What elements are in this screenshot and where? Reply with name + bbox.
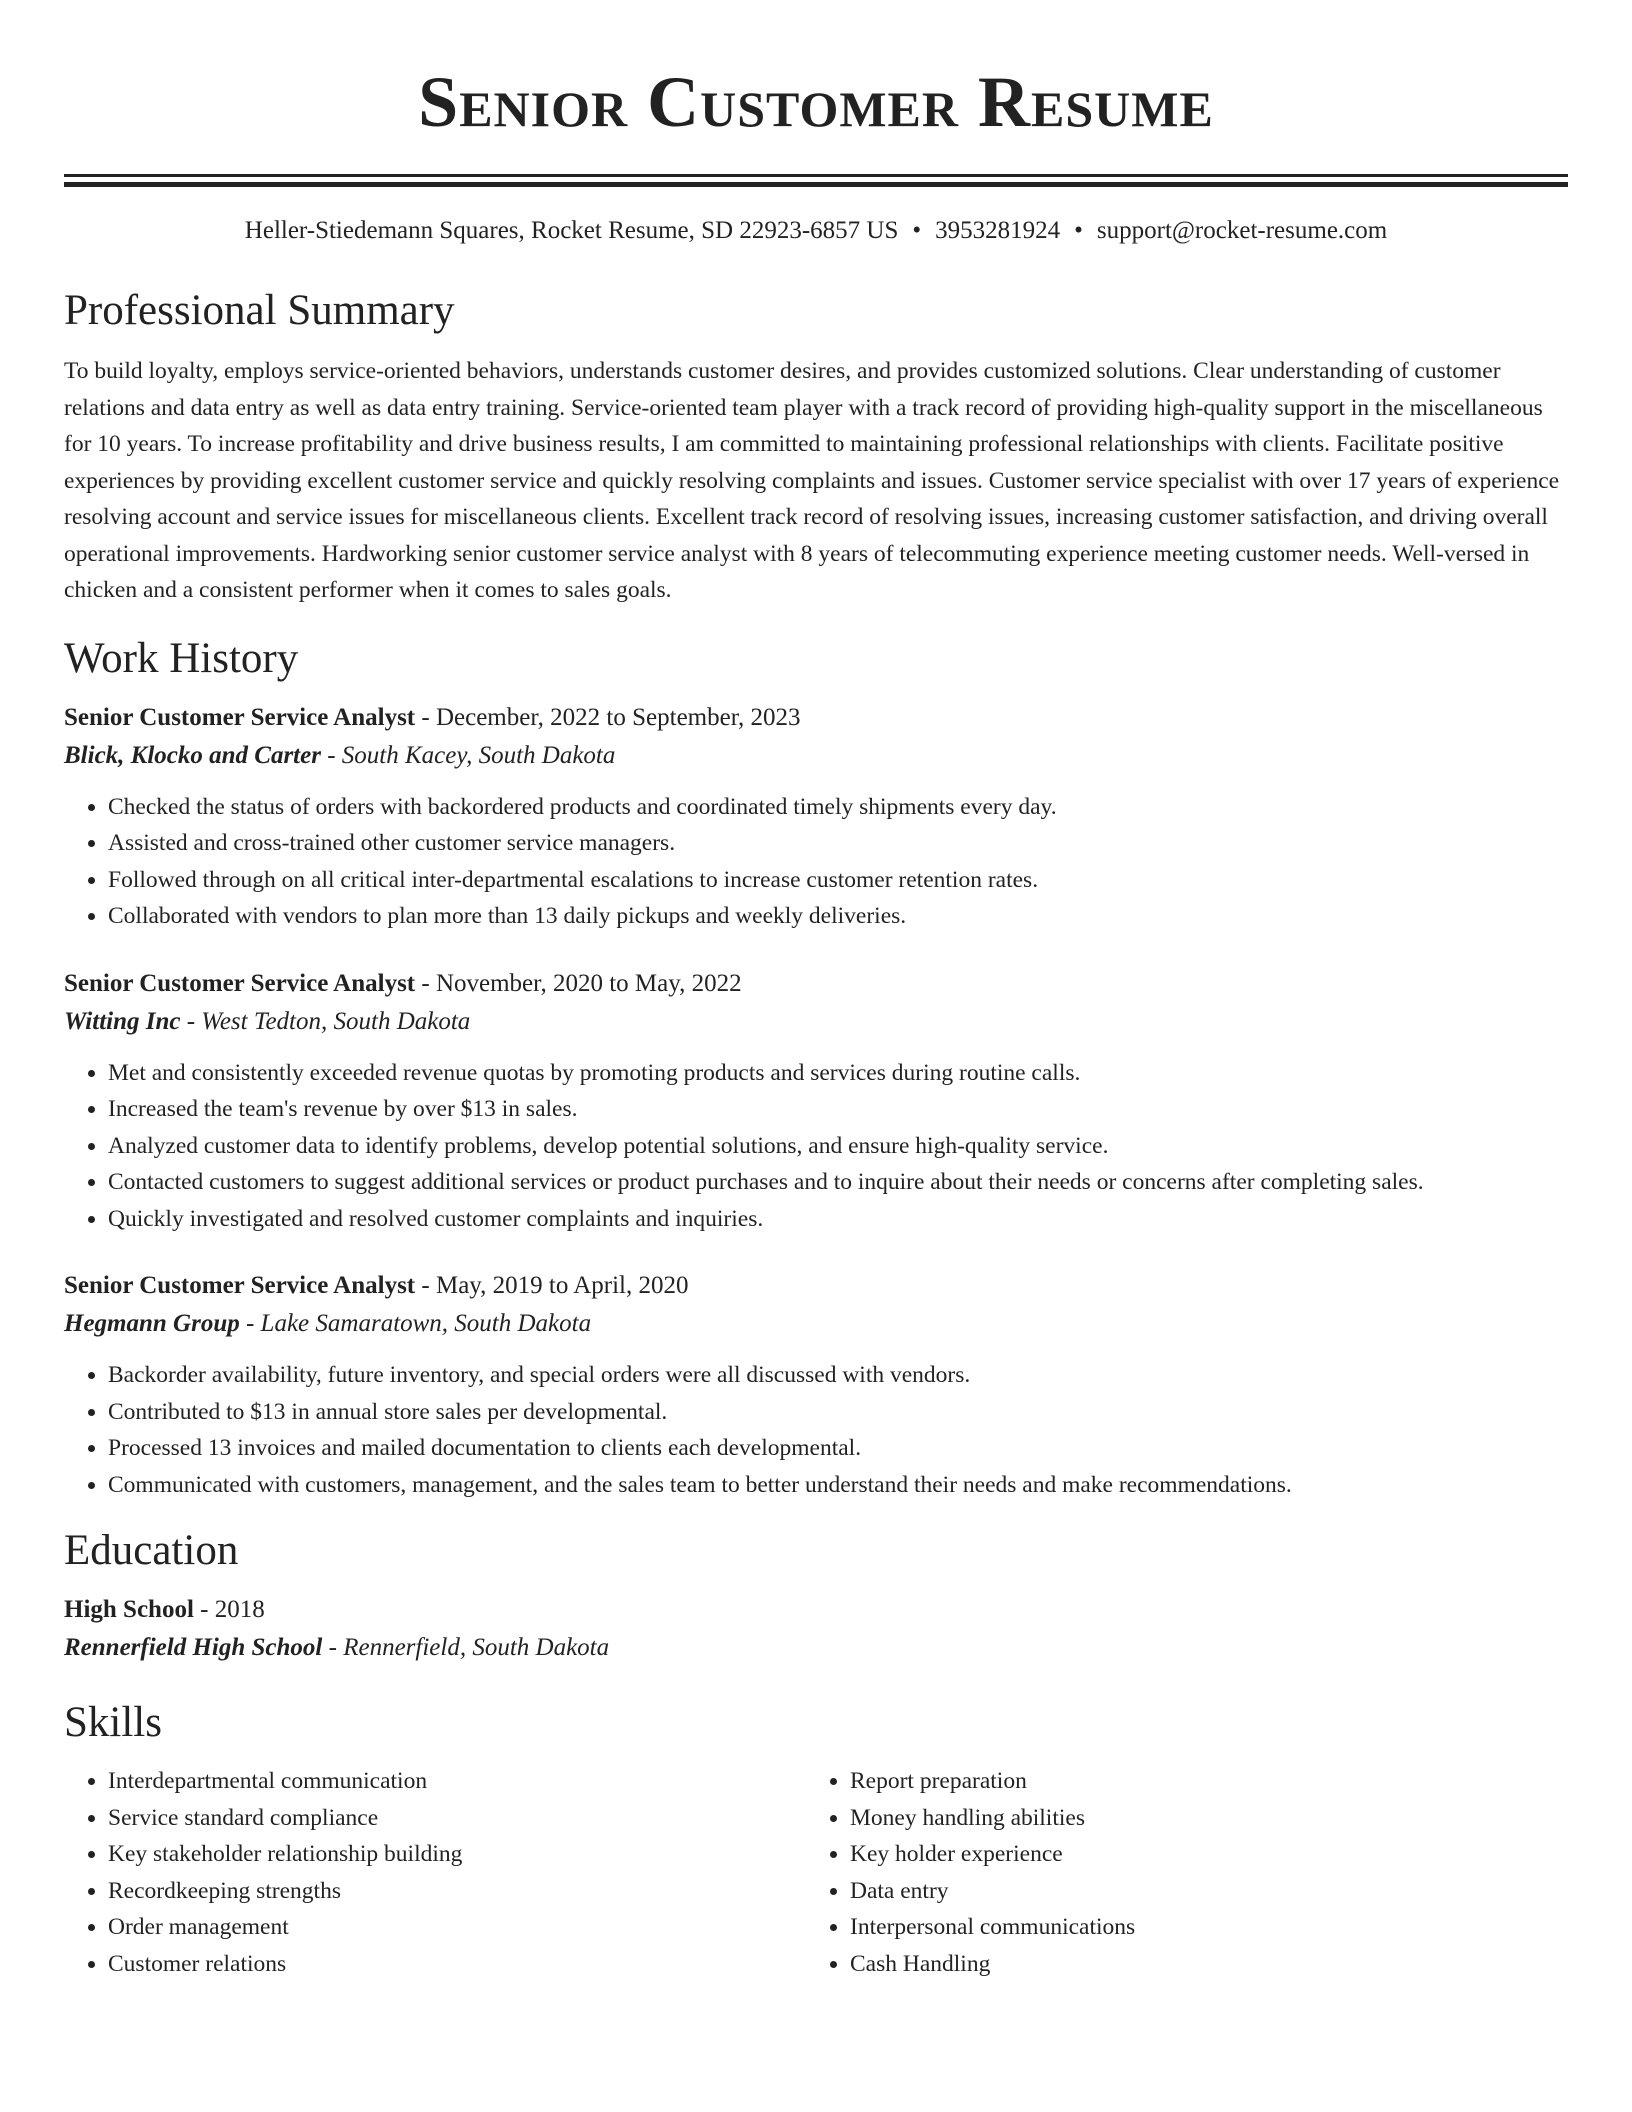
- job-dates: - May, 2019 to April, 2020: [415, 1272, 689, 1299]
- job-entry: [64, 965, 1568, 1238]
- job-title-line: [64, 1267, 1568, 1305]
- work-history-heading: Work History: [64, 634, 299, 682]
- list-item: • Followed through on all critical inter-departmental escalations to increase customer retention rates.: [108, 862, 1568, 899]
- skill-item: • Cash Handling: [850, 1946, 1506, 1983]
- list-item: • Increased the team's revenue by over $13 in sales.: [108, 1091, 1568, 1128]
- skill-item: • Interpersonal communications: [850, 1909, 1506, 1946]
- resume-title: Senior Customer Resume: [418, 62, 1214, 142]
- skill-item: • Report preparation: [850, 1763, 1506, 1800]
- list-item: • Checked the status of orders with backordered products and coordinated timely shipments every day.: [108, 789, 1568, 826]
- skill-item: • Data entry: [850, 1873, 1506, 1910]
- job-location: - Lake Samaratown, South Dakota: [239, 1310, 592, 1337]
- skill-item: • Service standard compliance: [108, 1800, 806, 1837]
- job-title-line: [64, 699, 1568, 737]
- skill-item: • Money handling abilities: [850, 1800, 1506, 1837]
- job-role: Senior Customer Service Analyst: [64, 969, 416, 997]
- job-bullets: [64, 1357, 1568, 1503]
- education-heading: Education: [64, 1527, 239, 1574]
- education-entry: [64, 1591, 1568, 1667]
- skill-item: • Customer relations: [108, 1946, 806, 1983]
- job-company-line: [64, 737, 1568, 775]
- job-entry: [64, 699, 1568, 935]
- list-item: • Backorder availability, future inventory, and special orders were all discussed with vendors.: [108, 1357, 1568, 1394]
- education-degree: High School: [64, 1596, 194, 1623]
- skill-item: • Recordkeeping strengths: [108, 1873, 806, 1910]
- job-title-line: [64, 965, 1568, 1003]
- skill-item: • Key holder experience: [850, 1836, 1506, 1873]
- skills-list-left: [64, 1763, 806, 1982]
- job-company-line: [64, 1305, 1568, 1343]
- skill-item: • Interdepartmental communication: [108, 1763, 806, 1800]
- skills-column-right: [806, 1763, 1506, 1982]
- list-item: • Communicated with customers, management, and the sales team to better understand their needs and make recommendations.: [108, 1467, 1568, 1504]
- list-item: • Analyzed customer data to identify problems, develop potential solutions, and ensure high-quality service.: [108, 1128, 1568, 1165]
- job-role: Senior Customer Service Analyst: [64, 703, 416, 731]
- job-bullets: [64, 1055, 1568, 1238]
- list-item: • Quickly investigated and resolved customer complaints and inquiries.: [108, 1201, 1568, 1238]
- list-item: • Contacted customers to suggest additional services or product purchases and to inquire about their needs or concerns after completing sales.: [108, 1164, 1568, 1201]
- skills-columns: [64, 1763, 1568, 1982]
- contact-separator: •: [1074, 217, 1083, 244]
- job-location: - West Tedton, South Dakota: [180, 1007, 471, 1035]
- job-role: Senior Customer Service Analyst: [64, 1272, 416, 1299]
- skills-column-left: [64, 1763, 806, 1982]
- education-school: Rennerfield High School: [64, 1634, 323, 1661]
- job-bullets: [64, 789, 1568, 935]
- skills-list-right: [806, 1763, 1506, 1982]
- education-location: - Rennerfield, South Dakota: [322, 1634, 610, 1661]
- job-company-line: [64, 1003, 1568, 1041]
- job-dates: - November, 2020 to May, 2022: [415, 969, 742, 997]
- skill-item: • Order management: [108, 1909, 806, 1946]
- list-item: • Processed 13 invoices and mailed documentation to clients each developmental.: [108, 1430, 1568, 1467]
- list-item: • Contributed to $13 in annual store sales per developmental.: [108, 1394, 1568, 1431]
- education-year: - 2018: [193, 1596, 265, 1623]
- job-company: Witting Inc: [64, 1007, 181, 1035]
- title-divider: [64, 174, 1568, 177]
- list-item: • Met and consistently exceeded revenue quotas by promoting products and services during routine calls.: [108, 1055, 1568, 1092]
- summary-heading: Professional Summary: [64, 287, 455, 334]
- skill-item: • Key stakeholder relationship building: [108, 1836, 806, 1873]
- job-entry: [64, 1267, 1568, 1503]
- job-company: Hegmann Group: [64, 1310, 240, 1337]
- contact-separator: •: [912, 217, 922, 244]
- list-item: • Collaborated with vendors to plan more than 13 daily pickups and weekly deliveries.: [108, 898, 1568, 935]
- skills-heading: Skills: [64, 1699, 162, 1746]
- job-company: Blick, Klocko and Carter: [64, 741, 321, 769]
- contact-line: [64, 215, 1568, 247]
- job-location: - South Kacey, South Dakota: [320, 741, 616, 769]
- education-school-line: [64, 1629, 1568, 1667]
- contact-email: support@rocket-resume.com: [1096, 217, 1388, 244]
- list-item: • Assisted and cross-trained other customer service managers.: [108, 825, 1568, 862]
- summary-text: To build loyalty, employs service-oriented behaviors, understands customer desires, and provides customized solutions. Clear understanding of customer relations and data entry as well as data entry training. Service-oriented team player with a track record of providing high-quality support in the miscellaneous for 10 years. To increase profitability and drive business results, I am committed to maintaining professional relationships with clients. Facilitate positive experiences by providing excellent customer service and quickly resolving complaints and issues. Customer service specialist with over 17 years of experience resolving account and service issues for miscellaneous clients. Excellent track record of resolving issues, increasing customer satisfaction, and driving overall operational improvements. Hardworking senior customer service analyst with 8 years of telecommuting experience meeting customer needs. Well-versed in chicken and a consistent performer when it comes to sales goals.: [64, 358, 1560, 603]
- contact-phone: 3953281924: [935, 217, 1061, 244]
- contact-address: Heller-Stiedemann Squares, Rocket Resume, SD 22923-6857 US: [244, 217, 899, 244]
- education-degree-line: [64, 1591, 1568, 1629]
- job-dates: - December, 2022 to September, 2023: [415, 703, 801, 731]
